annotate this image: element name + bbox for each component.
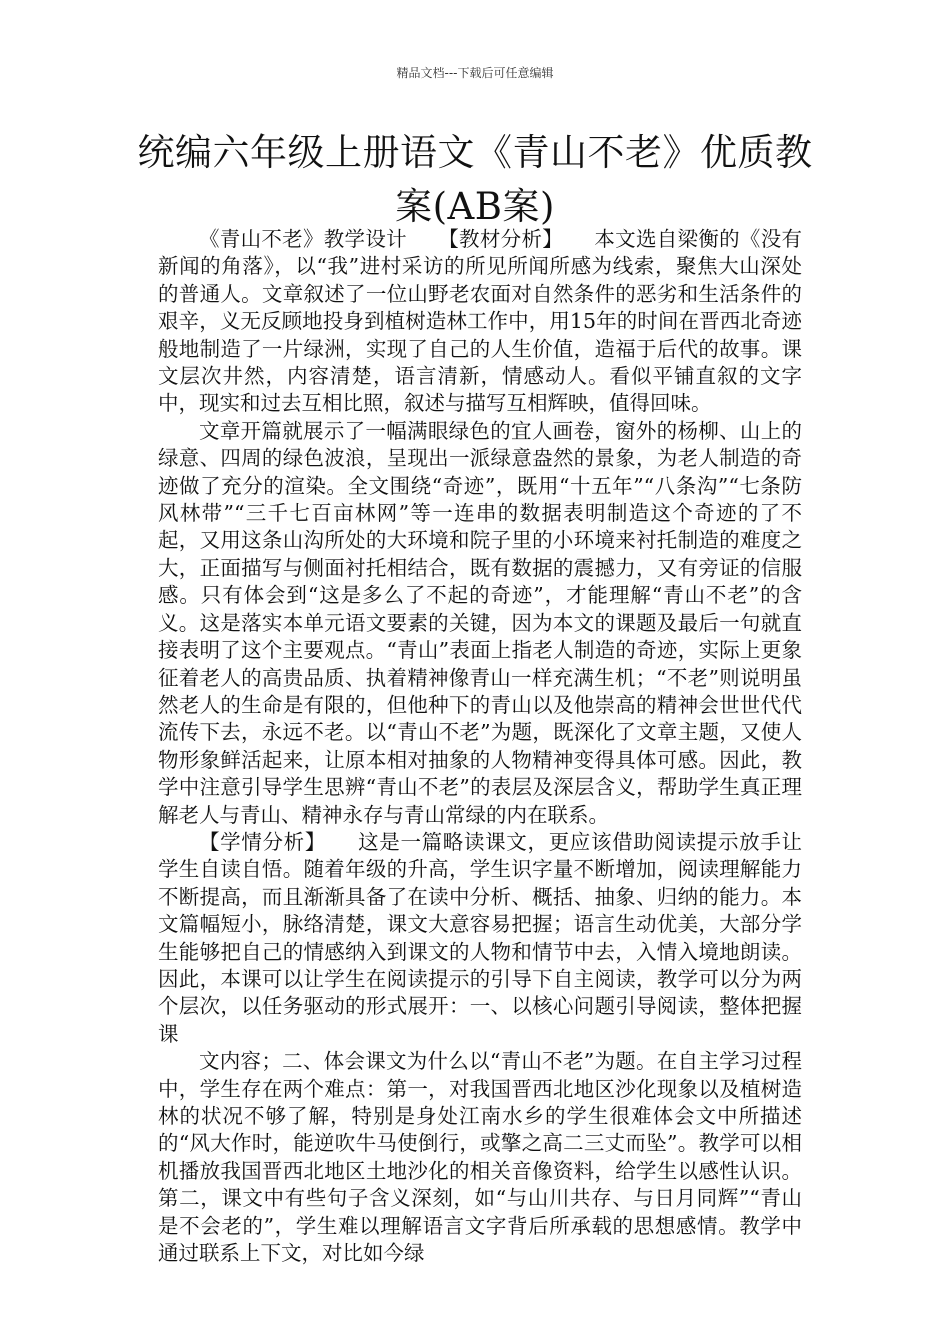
page-header: 精品文档---下载后可任意编辑 <box>396 66 554 80</box>
paragraph-textbook-analysis: 《青山不老》教学设计 【教材分析】 本文选自梁衡的《没有新闻的角落》，以“我”进村采访的所见所闻所感为线索，聚焦大山深处的普通人。文章叙述了一位山野老农面对自然条件的恶劣和生活条件的艰辛，义无反顾地投身到植树造林工作中，用15年的时间在晋西北奇迹般地制造了一片绿洲，实现了自己的人生价值，造福于后代的故事。课文层次井然，内容清楚，语言清新，情感动人。看似平铺直叙的文字中，现实和过去互相比照，叙述与描写互相辉映，值得回味。 <box>158 227 802 416</box>
document-title: 统编六年级上册语文《青山不老》优质教案(AB案) <box>137 131 813 228</box>
paragraph-learning-difficulties: 文内容；二、体会课文为什么以“青山不老”为题。在自主学习过程中，学生存在两个难点：第一，对我国晋西北地区沙化现象以及植树造林的状况不够了解，特别是身处江南水乡的学生很难体会文中所描述的“风大作时，能逆吹牛马使倒行，或擎之高二三丈而坠”。教学可以相机播放我国晋西北地区土地沙化的相关音像资料，给学生以感性认识。第二，课文中有些句子含义深刻，如“与山川共存、与日月同辉”“青山是不会老的”，学生难以理解语言文字背后所承载的思想感情。教学中通过联系上下文，对比如今绿 <box>158 1049 802 1266</box>
paragraph-student-analysis: 【学情分析】 这是一篇略读课文，更应该借助阅读提示放手让学生自读自悟。随着年级的升高，学生识字量不断增加，阅读理解能力不断提高，而且渐渐具备了在读中分析、概括、抽象、归纳的能力。本文篇幅短小，脉络清楚，课文大意容易把握；语言生动优美，大部分学生能够把自己的情感纳入到课文的人物和情节中去，入情入境地朗读。因此，本课可以让学生在阅读提示的引导下自主阅读，教学可以分为两个层次，以任务驱动的形式展开：一、以核心问题引导阅读，整体把握课 <box>158 829 802 1046</box>
paragraph-text-features: 文章开篇就展示了一幅满眼绿色的宜人画卷，窗外的杨柳、山上的绿意、四周的绿色波浪，呈现出一派绿意盎然的景象，为老人制造的奇迹做了充分的渲染。全文围绕“奇迹”，既用“十五年”“八条沟”“七条防风林带”“三千七百亩林网”等一连串的数据表明制造这个奇迹的了不起，又用这条山沟所处的大环境和院子里的小环境来衬托制造的难度之大，正面描写与侧面衬托相结合，既有数据的震撼力，又有旁证的信服感。只有体会到“这是多么了不起的奇迹”，才能理解“青山不老”的含义。这是落实本单元语文要素的关键，因为本文的课题及最后一句就直接表明了这个主要观点。“青山”表面上指老人制造的奇迹，实际上更象征着老人的高贵品质、执着精神像青山一样充满生机；“不老”则说明虽然老人的生命是有限的，但他种下的青山以及他崇高的精神会世世代代流传下去，永远不老。以“青山不老”为题，既深化了文章主题，又使人物形象鲜活起来，让原本相对抽象的人物精神变得具体可感。因此，教学中注意引导学生思辨“青山不老”的表层及深层含义，帮助学生真正理解老人与青山、精神永存与青山常绿的内在联系。 <box>158 418 802 827</box>
document-body <box>158 226 802 1267</box>
